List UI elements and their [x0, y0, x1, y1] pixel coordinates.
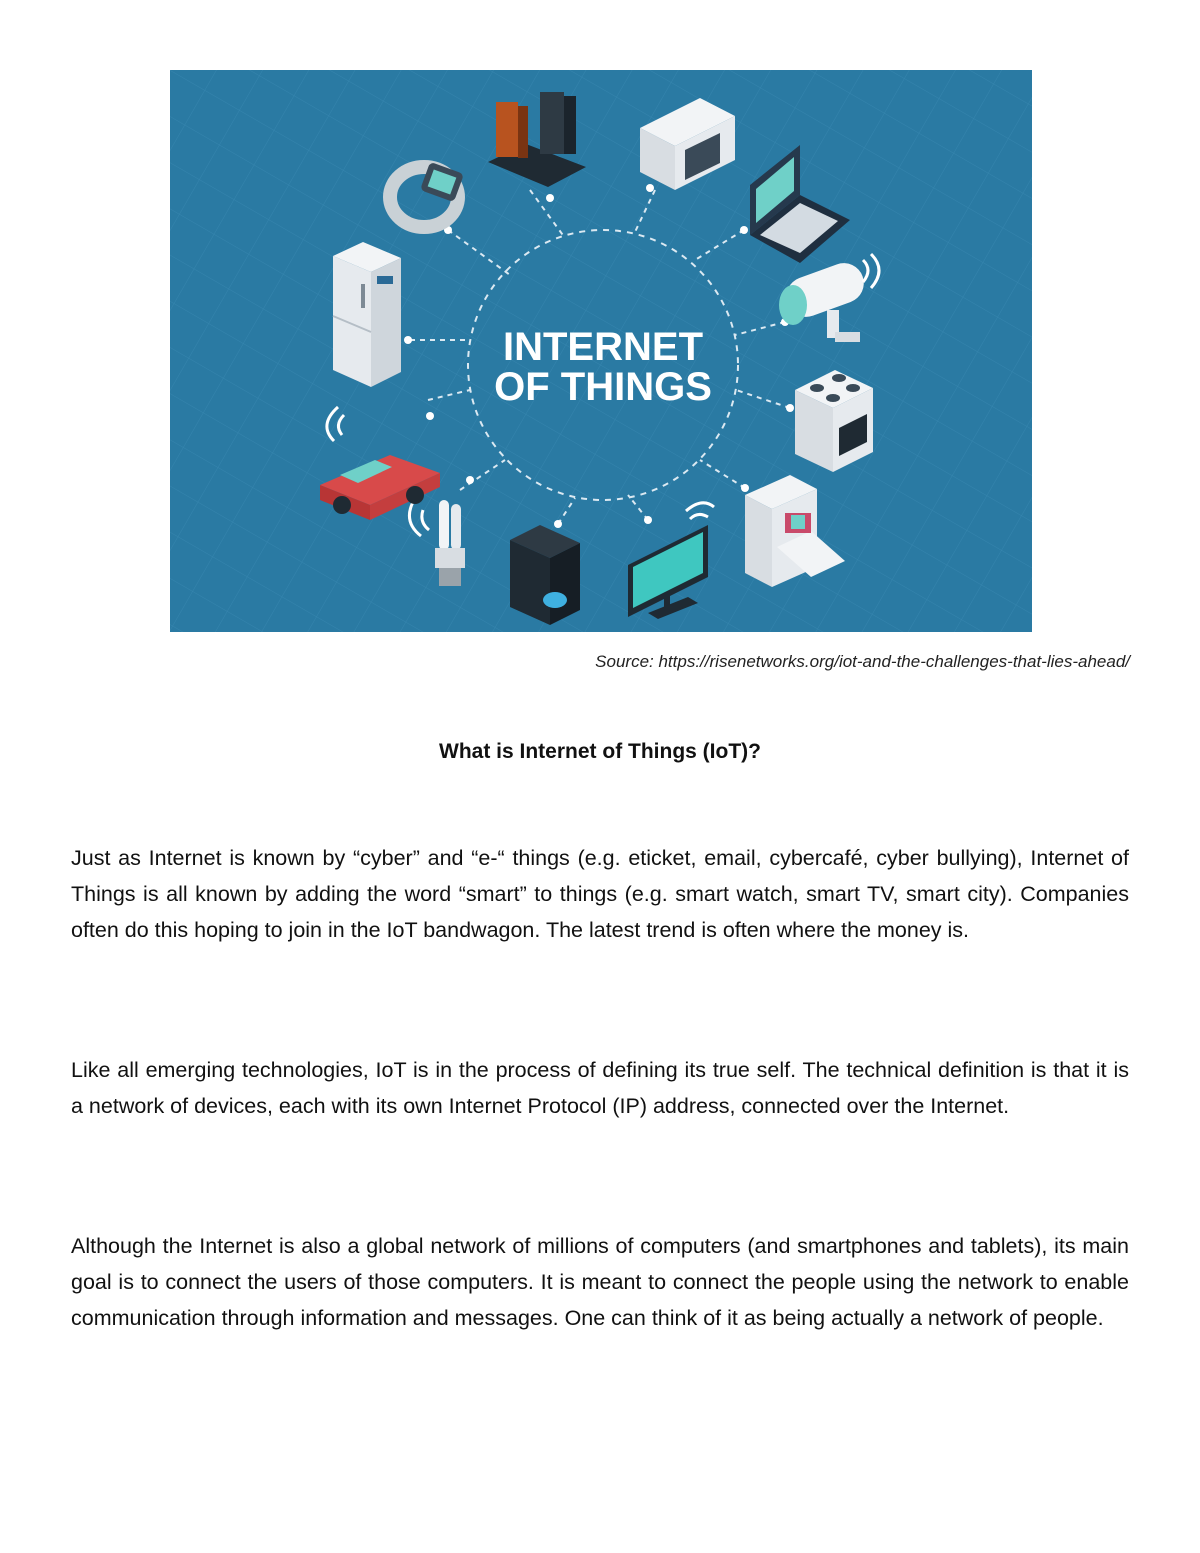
paragraph-3: Although the Internet is also a global network of millions of computers (and smartphones and tablets), its main goal is to connect the users of those computers. It is meant to connect the people using the network to enable communication through information and messages. One can think of it as being actually a network of people.: [71, 1234, 1129, 1330]
stove-icon: [795, 370, 873, 472]
paragraph-2: Like all emerging technologies, IoT is in the process of defining its true self. The technical definition is that it is a network of devices, each with its own Internet Protocol (IP) address, connected over the Internet.: [71, 1058, 1129, 1118]
section-heading: What is Internet of Things (IoT)?: [439, 740, 761, 763]
figure-title-line2: OF THINGS: [494, 365, 712, 409]
figure-title-line1: INTERNET: [503, 325, 703, 369]
iot-illustration: [170, 70, 1032, 632]
refrigerator-icon: [333, 242, 401, 387]
paragraph-1: Just as Internet is known by “cyber” and “e-“ things (e.g. eticket, email, cybercafé, cyber bullying), Internet of Things is all known by adding the word “smart” to things (e.g. smart watch, smart TV, smart city). Companies often do this hoping to join in the IoT bandwagon. The latest trend is often where the money is.: [71, 846, 1129, 942]
image-source-caption: Source: https://risenetworks.org/iot-and-the-challenges-that-lies-ahead/: [595, 652, 1130, 671]
coffee-maker-icon: [510, 525, 580, 625]
